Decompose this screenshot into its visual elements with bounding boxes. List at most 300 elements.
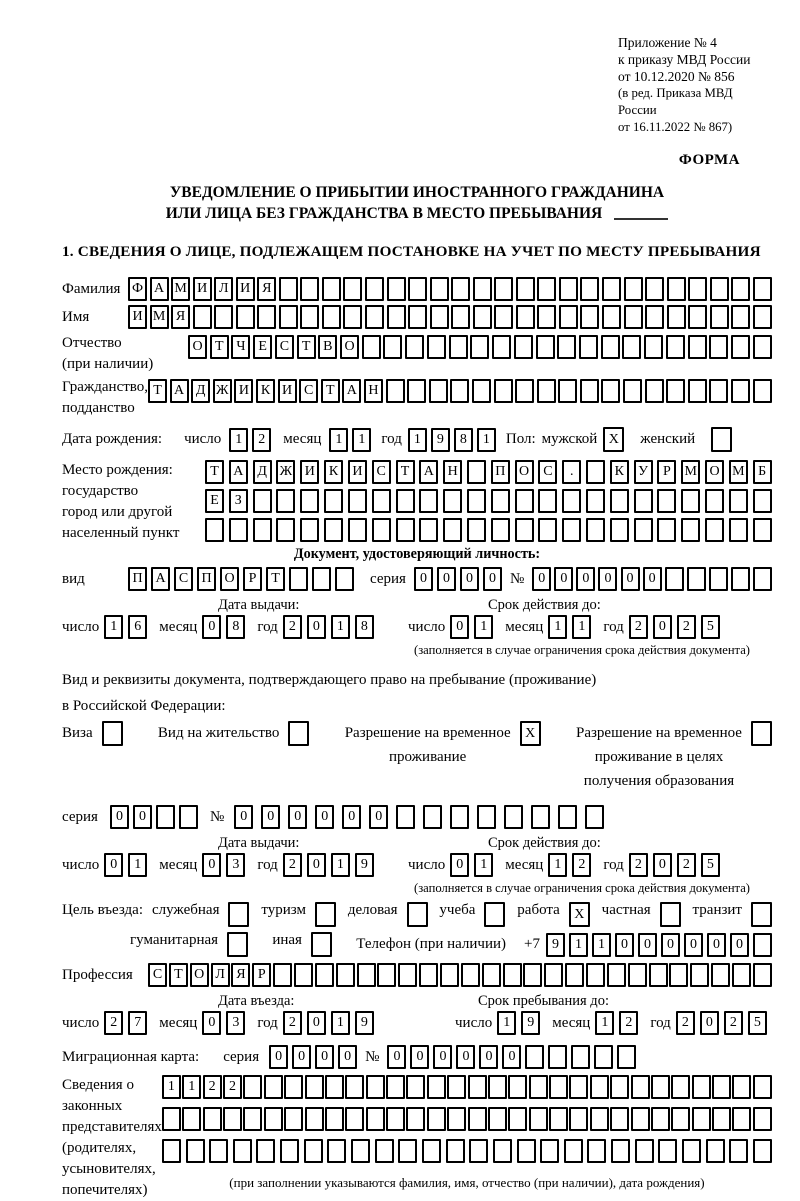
char-cell[interactable] — [548, 1045, 567, 1069]
char-cell[interactable]: У — [634, 460, 653, 484]
char-cell[interactable]: 2 — [724, 1011, 743, 1035]
char-cell[interactable] — [617, 1045, 636, 1069]
char-cell[interactable] — [203, 1107, 222, 1131]
char-cell[interactable] — [634, 518, 653, 542]
char-cell[interactable] — [586, 460, 605, 484]
char-cell[interactable] — [377, 963, 396, 987]
char-cell[interactable]: Я — [171, 305, 190, 329]
char-cell[interactable]: И — [278, 379, 297, 403]
char-cell[interactable] — [731, 305, 750, 329]
char-cell[interactable]: П — [491, 460, 510, 484]
char-cell[interactable] — [327, 1139, 346, 1163]
char-cell[interactable]: 0 — [684, 933, 703, 957]
char-cell[interactable] — [731, 379, 750, 403]
char-cell[interactable] — [365, 305, 384, 329]
char-cell[interactable] — [622, 335, 641, 359]
char-cell[interactable]: 0 — [456, 1045, 475, 1069]
char-cell[interactable] — [645, 277, 664, 301]
char-cell[interactable] — [383, 335, 402, 359]
char-cell[interactable]: 2 — [677, 853, 696, 877]
char-cell[interactable] — [688, 277, 707, 301]
char-cell[interactable]: Р — [243, 567, 262, 591]
char-cell[interactable]: 1 — [331, 853, 350, 877]
char-cell[interactable] — [427, 335, 446, 359]
char-cell[interactable] — [688, 379, 707, 403]
char-cell[interactable] — [156, 805, 175, 829]
char-cell[interactable]: А — [150, 277, 169, 301]
char-cell[interactable] — [491, 489, 510, 513]
char-cell[interactable] — [657, 489, 676, 513]
char-cell[interactable] — [712, 1107, 731, 1131]
char-cell[interactable] — [753, 933, 772, 957]
char-cell[interactable] — [536, 335, 555, 359]
char-cell[interactable]: А — [151, 567, 170, 591]
char-cell[interactable]: Т — [321, 379, 340, 403]
char-cell[interactable] — [753, 518, 772, 542]
char-cell[interactable]: К — [324, 460, 343, 484]
char-cell[interactable]: 0 — [638, 933, 657, 957]
char-cell[interactable] — [601, 379, 620, 403]
char-cell[interactable] — [635, 1139, 654, 1163]
char-cell[interactable]: 0 — [338, 1045, 357, 1069]
char-cell[interactable] — [692, 1075, 711, 1099]
char-cell[interactable]: 0 — [315, 805, 334, 829]
char-cell[interactable]: А — [229, 460, 248, 484]
char-cell[interactable] — [243, 1107, 262, 1131]
char-cell[interactable] — [504, 805, 523, 829]
char-cell[interactable] — [396, 805, 415, 829]
char-cell[interactable]: 2 — [572, 853, 591, 877]
char-cell[interactable] — [508, 1107, 527, 1131]
char-cell[interactable]: 0 — [307, 1011, 326, 1035]
char-cell[interactable] — [579, 335, 598, 359]
char-cell[interactable]: 0 — [437, 567, 456, 591]
char-cell[interactable]: Ж — [276, 460, 295, 484]
char-cell[interactable]: 0 — [554, 567, 573, 591]
char-cell[interactable]: 1 — [352, 428, 371, 452]
char-cell[interactable] — [396, 518, 415, 542]
char-cell[interactable]: 1 — [592, 933, 611, 957]
char-cell[interactable] — [419, 518, 438, 542]
char-cell[interactable]: П — [197, 567, 216, 591]
char-cell[interactable] — [264, 1107, 283, 1131]
char-cell[interactable]: Т — [169, 963, 188, 987]
char-cell[interactable]: Р — [657, 460, 676, 484]
char-cell[interactable] — [430, 305, 449, 329]
char-cell[interactable] — [284, 1075, 303, 1099]
char-cell[interactable] — [362, 335, 381, 359]
purpose-commercial-checkbox[interactable] — [407, 902, 428, 927]
char-cell[interactable] — [666, 335, 685, 359]
char-cell[interactable] — [429, 379, 448, 403]
char-cell[interactable] — [494, 379, 513, 403]
char-cell[interactable]: 3 — [226, 853, 245, 877]
residence-permit-checkbox[interactable] — [288, 721, 309, 746]
purpose-business-checkbox[interactable] — [228, 902, 249, 927]
char-cell[interactable] — [709, 335, 728, 359]
char-cell[interactable] — [312, 567, 331, 591]
char-cell[interactable]: 0 — [261, 805, 280, 829]
char-cell[interactable]: С — [148, 963, 167, 987]
char-cell[interactable]: 1 — [331, 1011, 350, 1035]
char-cell[interactable]: 0 — [288, 805, 307, 829]
char-cell[interactable] — [305, 1107, 324, 1131]
char-cell[interactable] — [594, 1045, 613, 1069]
char-cell[interactable] — [557, 335, 576, 359]
char-cell[interactable] — [477, 805, 496, 829]
char-cell[interactable] — [236, 305, 255, 329]
char-cell[interactable]: 0 — [653, 615, 672, 639]
char-cell[interactable] — [427, 1107, 446, 1131]
char-cell[interactable] — [494, 277, 513, 301]
char-cell[interactable]: 2 — [629, 615, 648, 639]
char-cell[interactable] — [440, 963, 459, 987]
char-cell[interactable] — [387, 305, 406, 329]
char-cell[interactable]: 5 — [748, 1011, 767, 1035]
char-cell[interactable] — [276, 489, 295, 513]
char-cell[interactable] — [427, 1075, 446, 1099]
char-cell[interactable] — [467, 460, 486, 484]
char-cell[interactable]: 0 — [202, 1011, 221, 1035]
char-cell[interactable] — [492, 335, 511, 359]
char-cell[interactable] — [610, 1075, 629, 1099]
char-cell[interactable]: 0 — [460, 567, 479, 591]
char-cell[interactable]: П — [128, 567, 147, 591]
char-cell[interactable] — [336, 963, 355, 987]
char-cell[interactable]: 1 — [229, 428, 248, 452]
char-cell[interactable] — [494, 305, 513, 329]
char-cell[interactable]: 2 — [283, 615, 302, 639]
char-cell[interactable] — [649, 963, 668, 987]
char-cell[interactable] — [516, 277, 535, 301]
char-cell[interactable] — [753, 277, 772, 301]
char-cell[interactable] — [405, 335, 424, 359]
purpose-work-checkbox[interactable]: X — [569, 902, 590, 927]
char-cell[interactable] — [447, 1075, 466, 1099]
char-cell[interactable] — [419, 489, 438, 513]
char-cell[interactable] — [280, 1139, 299, 1163]
char-cell[interactable]: М — [150, 305, 169, 329]
char-cell[interactable] — [601, 335, 620, 359]
char-cell[interactable] — [451, 277, 470, 301]
char-cell[interactable] — [587, 1139, 606, 1163]
char-cell[interactable]: О — [220, 567, 239, 591]
char-cell[interactable]: 1 — [474, 615, 493, 639]
char-cell[interactable]: 2 — [283, 853, 302, 877]
char-cell[interactable] — [753, 379, 772, 403]
char-cell[interactable] — [214, 305, 233, 329]
char-cell[interactable] — [731, 277, 750, 301]
char-cell[interactable] — [396, 489, 415, 513]
visa-checkbox[interactable] — [102, 721, 123, 746]
char-cell[interactable] — [610, 489, 629, 513]
char-cell[interactable]: Т — [210, 335, 229, 359]
char-cell[interactable]: 0 — [621, 567, 640, 591]
char-cell[interactable]: 1 — [182, 1075, 201, 1099]
char-cell[interactable] — [406, 1107, 425, 1131]
char-cell[interactable] — [229, 518, 248, 542]
char-cell[interactable] — [300, 277, 319, 301]
char-cell[interactable]: 6 — [128, 615, 147, 639]
sex-male-checkbox[interactable]: X — [603, 427, 624, 452]
char-cell[interactable] — [186, 1139, 205, 1163]
char-cell[interactable] — [324, 489, 343, 513]
purpose-transit-checkbox[interactable] — [751, 902, 772, 927]
char-cell[interactable] — [540, 1139, 559, 1163]
char-cell[interactable] — [517, 1139, 536, 1163]
char-cell[interactable]: 0 — [342, 805, 361, 829]
char-cell[interactable] — [631, 1075, 650, 1099]
char-cell[interactable]: 9 — [355, 853, 374, 877]
char-cell[interactable] — [538, 518, 557, 542]
char-cell[interactable] — [253, 518, 272, 542]
char-cell[interactable]: К — [256, 379, 275, 403]
char-cell[interactable]: К — [610, 460, 629, 484]
char-cell[interactable] — [451, 305, 470, 329]
char-cell[interactable]: М — [729, 460, 748, 484]
char-cell[interactable]: М — [171, 277, 190, 301]
char-cell[interactable] — [602, 305, 621, 329]
char-cell[interactable]: 8 — [454, 428, 473, 452]
char-cell[interactable] — [590, 1075, 609, 1099]
char-cell[interactable]: 2 — [203, 1075, 222, 1099]
char-cell[interactable] — [223, 1107, 242, 1131]
char-cell[interactable]: 1 — [477, 428, 496, 452]
char-cell[interactable] — [732, 1075, 751, 1099]
char-cell[interactable]: 0 — [369, 805, 388, 829]
char-cell[interactable] — [610, 518, 629, 542]
char-cell[interactable]: 1 — [331, 615, 350, 639]
char-cell[interactable] — [482, 963, 501, 987]
char-cell[interactable] — [623, 379, 642, 403]
char-cell[interactable] — [523, 963, 542, 987]
char-cell[interactable] — [710, 305, 729, 329]
char-cell[interactable]: 1 — [128, 853, 147, 877]
char-cell[interactable] — [264, 1075, 283, 1099]
char-cell[interactable]: 5 — [701, 853, 720, 877]
char-cell[interactable]: 0 — [307, 853, 326, 877]
char-cell[interactable] — [753, 1139, 772, 1163]
char-cell[interactable]: 0 — [730, 933, 749, 957]
char-cell[interactable]: 2 — [223, 1075, 242, 1099]
char-cell[interactable] — [538, 489, 557, 513]
char-cell[interactable]: Ч — [231, 335, 250, 359]
char-cell[interactable] — [753, 305, 772, 329]
char-cell[interactable] — [446, 1139, 465, 1163]
char-cell[interactable] — [753, 335, 772, 359]
char-cell[interactable] — [406, 1075, 425, 1099]
char-cell[interactable] — [607, 963, 626, 987]
char-cell[interactable] — [276, 518, 295, 542]
char-cell[interactable]: 5 — [701, 615, 720, 639]
char-cell[interactable]: 0 — [661, 933, 680, 957]
char-cell[interactable] — [644, 335, 663, 359]
edu-residence-checkbox[interactable] — [751, 721, 772, 746]
char-cell[interactable] — [182, 1107, 201, 1131]
char-cell[interactable] — [468, 1075, 487, 1099]
char-cell[interactable] — [705, 518, 724, 542]
char-cell[interactable] — [645, 305, 664, 329]
char-cell[interactable]: 3 — [226, 1011, 245, 1035]
char-cell[interactable]: 0 — [576, 567, 595, 591]
char-cell[interactable] — [586, 963, 605, 987]
char-cell[interactable] — [343, 277, 362, 301]
char-cell[interactable]: С — [174, 567, 193, 591]
char-cell[interactable]: 0 — [483, 567, 502, 591]
char-cell[interactable]: 7 — [128, 1011, 147, 1035]
char-cell[interactable]: 0 — [700, 1011, 719, 1035]
char-cell[interactable]: 0 — [598, 567, 617, 591]
char-cell[interactable] — [732, 1107, 751, 1131]
char-cell[interactable]: 0 — [292, 1045, 311, 1069]
char-cell[interactable] — [628, 963, 647, 987]
char-cell[interactable]: 0 — [433, 1045, 452, 1069]
char-cell[interactable]: 0 — [707, 933, 726, 957]
char-cell[interactable] — [634, 489, 653, 513]
char-cell[interactable] — [692, 1107, 711, 1131]
char-cell[interactable] — [732, 963, 751, 987]
char-cell[interactable] — [586, 489, 605, 513]
char-cell[interactable] — [580, 379, 599, 403]
char-cell[interactable]: 1 — [329, 428, 348, 452]
char-cell[interactable] — [408, 277, 427, 301]
char-cell[interactable] — [671, 1107, 690, 1131]
char-cell[interactable] — [205, 518, 224, 542]
char-cell[interactable] — [682, 1139, 701, 1163]
char-cell[interactable]: 2 — [619, 1011, 638, 1035]
char-cell[interactable]: 0 — [414, 567, 433, 591]
char-cell[interactable] — [450, 379, 469, 403]
char-cell[interactable]: И — [128, 305, 147, 329]
char-cell[interactable] — [515, 489, 534, 513]
char-cell[interactable] — [564, 1139, 583, 1163]
char-cell[interactable]: 8 — [355, 615, 374, 639]
char-cell[interactable] — [651, 1075, 670, 1099]
char-cell[interactable] — [325, 1107, 344, 1131]
char-cell[interactable] — [602, 277, 621, 301]
char-cell[interactable]: Ж — [213, 379, 232, 403]
char-cell[interactable] — [422, 1139, 441, 1163]
char-cell[interactable] — [284, 1107, 303, 1131]
char-cell[interactable]: 0 — [269, 1045, 288, 1069]
char-cell[interactable] — [398, 963, 417, 987]
char-cell[interactable] — [687, 567, 706, 591]
char-cell[interactable] — [565, 963, 584, 987]
char-cell[interactable] — [537, 305, 556, 329]
char-cell[interactable] — [256, 1139, 275, 1163]
char-cell[interactable] — [473, 305, 492, 329]
char-cell[interactable] — [571, 1045, 590, 1069]
char-cell[interactable]: 0 — [315, 1045, 334, 1069]
char-cell[interactable] — [569, 1075, 588, 1099]
char-cell[interactable] — [386, 379, 405, 403]
char-cell[interactable] — [294, 963, 313, 987]
char-cell[interactable] — [667, 305, 686, 329]
char-cell[interactable]: Л — [214, 277, 233, 301]
char-cell[interactable] — [325, 1075, 344, 1099]
purpose-other-checkbox[interactable] — [311, 932, 332, 957]
char-cell[interactable] — [162, 1107, 181, 1131]
char-cell[interactable] — [753, 567, 772, 591]
char-cell[interactable]: Б — [753, 460, 772, 484]
char-cell[interactable]: 0 — [133, 805, 152, 829]
char-cell[interactable] — [386, 1107, 405, 1131]
char-cell[interactable] — [366, 1107, 385, 1131]
char-cell[interactable] — [351, 1139, 370, 1163]
char-cell[interactable]: . — [562, 460, 581, 484]
char-cell[interactable] — [335, 567, 354, 591]
char-cell[interactable]: 0 — [234, 805, 253, 829]
char-cell[interactable] — [357, 963, 376, 987]
char-cell[interactable] — [449, 335, 468, 359]
char-cell[interactable] — [729, 1139, 748, 1163]
char-cell[interactable] — [690, 963, 709, 987]
char-cell[interactable] — [472, 379, 491, 403]
char-cell[interactable]: 2 — [676, 1011, 695, 1035]
char-cell[interactable] — [580, 305, 599, 329]
char-cell[interactable] — [315, 963, 334, 987]
char-cell[interactable] — [753, 1107, 772, 1131]
char-cell[interactable] — [348, 518, 367, 542]
char-cell[interactable] — [243, 1075, 262, 1099]
char-cell[interactable]: 1 — [408, 428, 427, 452]
char-cell[interactable] — [407, 379, 426, 403]
char-cell[interactable]: 0 — [410, 1045, 429, 1069]
char-cell[interactable]: С — [538, 460, 557, 484]
char-cell[interactable]: Я — [231, 963, 250, 987]
char-cell[interactable] — [514, 335, 533, 359]
char-cell[interactable]: 0 — [615, 933, 634, 957]
char-cell[interactable] — [300, 489, 319, 513]
char-cell[interactable] — [193, 305, 212, 329]
char-cell[interactable]: 8 — [226, 615, 245, 639]
char-cell[interactable] — [681, 518, 700, 542]
char-cell[interactable] — [289, 567, 308, 591]
char-cell[interactable] — [419, 963, 438, 987]
char-cell[interactable] — [624, 305, 643, 329]
char-cell[interactable]: 1 — [548, 615, 567, 639]
char-cell[interactable]: 1 — [104, 615, 123, 639]
char-cell[interactable] — [179, 805, 198, 829]
char-cell[interactable]: 9 — [355, 1011, 374, 1035]
char-cell[interactable]: О — [190, 963, 209, 987]
char-cell[interactable] — [343, 305, 362, 329]
char-cell[interactable]: М — [681, 460, 700, 484]
char-cell[interactable]: 9 — [546, 933, 565, 957]
purpose-tourism-checkbox[interactable] — [315, 902, 336, 927]
char-cell[interactable]: А — [419, 460, 438, 484]
char-cell[interactable] — [516, 305, 535, 329]
char-cell[interactable] — [712, 1075, 731, 1099]
char-cell[interactable]: Р — [252, 963, 271, 987]
char-cell[interactable]: 1 — [497, 1011, 516, 1035]
char-cell[interactable]: О — [340, 335, 359, 359]
char-cell[interactable]: 0 — [202, 853, 221, 877]
char-cell[interactable] — [705, 489, 724, 513]
char-cell[interactable] — [562, 518, 581, 542]
char-cell[interactable] — [443, 518, 462, 542]
char-cell[interactable] — [273, 963, 292, 987]
char-cell[interactable] — [651, 1107, 670, 1131]
char-cell[interactable] — [669, 963, 688, 987]
char-cell[interactable] — [322, 277, 341, 301]
char-cell[interactable] — [753, 489, 772, 513]
char-cell[interactable]: Д — [253, 460, 272, 484]
char-cell[interactable]: Т — [266, 567, 285, 591]
purpose-humanitarian-checkbox[interactable] — [227, 932, 248, 957]
char-cell[interactable] — [709, 567, 728, 591]
char-cell[interactable] — [666, 379, 685, 403]
